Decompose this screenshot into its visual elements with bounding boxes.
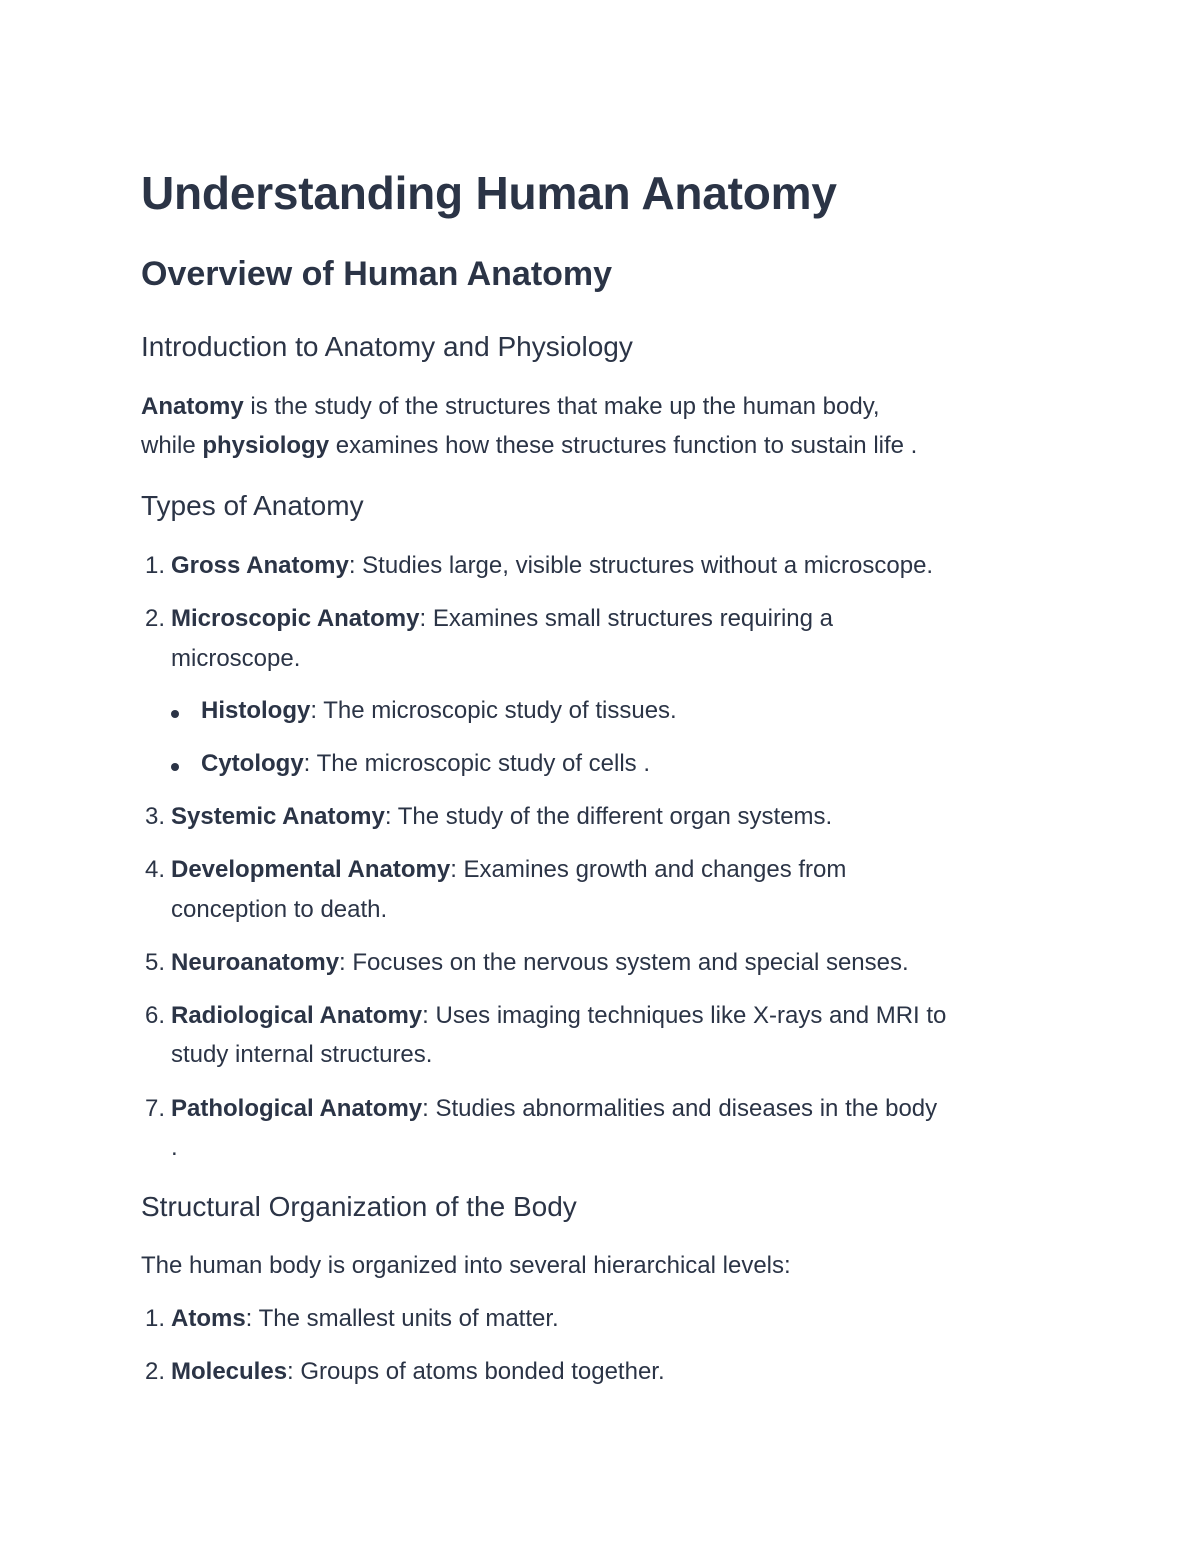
section-heading: Overview of Human Anatomy (141, 255, 613, 293)
list-text-continued: study internal structures. (171, 1041, 433, 1068)
list-number: 7. (144, 1095, 165, 1122)
intro-text-1: is the study of the structures that make up the human body, (243, 393, 880, 420)
sub-list-text (201, 697, 677, 725)
term: Developmental Anatomy (171, 856, 451, 883)
list-text (171, 856, 846, 884)
definition: : Studies large, visible structures without a microscope. (348, 552, 934, 579)
bullet-icon (171, 763, 179, 771)
intro-text-2b: examines how these structures function to sustain life . (329, 432, 918, 459)
definition: : The smallest units of matter. (245, 1305, 559, 1332)
list-text (171, 1358, 665, 1386)
list-text (171, 1095, 937, 1123)
list-number: 6. (144, 1002, 165, 1029)
document-title: Understanding Human Anatomy (141, 167, 837, 219)
definition: : The study of the different organ systems. (384, 803, 833, 830)
list-text-continued: conception to death. (171, 896, 388, 923)
list-text-continued: microscope. (171, 645, 301, 672)
term: Gross Anatomy (171, 552, 349, 579)
intro-paragraph-line-2 (141, 432, 917, 460)
definition: : Studies abnormalities and diseases in the body (422, 1095, 938, 1122)
types-heading: Types of Anatomy (141, 490, 364, 521)
physiology-term: physiology (202, 432, 330, 459)
list-number: 1. (144, 552, 165, 579)
definition: : Uses imaging techniques like X-rays and MRI to (422, 1002, 947, 1029)
definition: : Examines growth and changes from (450, 856, 847, 883)
list-text (171, 552, 933, 580)
list-number: 2. (144, 605, 165, 632)
definition: : Examines small structures requiring a (419, 605, 833, 632)
term: Cytology (201, 750, 304, 777)
intro-text-2a: while (141, 432, 203, 459)
definition: : The microscopic study of cells . (303, 750, 651, 777)
structure-intro: The human body is organized into several hierarchical levels: (141, 1252, 791, 1279)
intro-heading: Introduction to Anatomy and Physiology (141, 331, 633, 362)
list-number: 4. (144, 856, 165, 883)
bullet-icon (171, 710, 179, 718)
list-number: 5. (144, 949, 165, 976)
term: Neuroanatomy (171, 949, 340, 976)
term: Radiological Anatomy (171, 1002, 423, 1029)
list-number: 1. (144, 1305, 165, 1332)
definition: : Focuses on the nervous system and special senses. (339, 949, 909, 976)
term: Atoms (171, 1305, 246, 1332)
definition: : The microscopic study of tissues. (310, 697, 677, 724)
list-text (171, 949, 909, 977)
list-text (171, 1305, 559, 1333)
sub-list-text (201, 750, 650, 778)
definition: : Groups of atoms bonded together. (287, 1358, 665, 1385)
list-number: 2. (144, 1358, 165, 1385)
term: Histology (201, 697, 311, 724)
term: Pathological Anatomy (171, 1095, 423, 1122)
list-text-continued: . (171, 1134, 178, 1161)
term: Molecules (171, 1358, 288, 1385)
list-text (171, 605, 833, 633)
list-text (171, 1002, 946, 1030)
anatomy-term: Anatomy (141, 393, 244, 420)
intro-paragraph-line-1 (141, 393, 880, 421)
list-number: 3. (144, 803, 165, 830)
list-text (171, 803, 832, 831)
term: Systemic Anatomy (171, 803, 385, 830)
structure-heading: Structural Organization of the Body (141, 1191, 577, 1222)
term: Microscopic Anatomy (171, 605, 420, 632)
